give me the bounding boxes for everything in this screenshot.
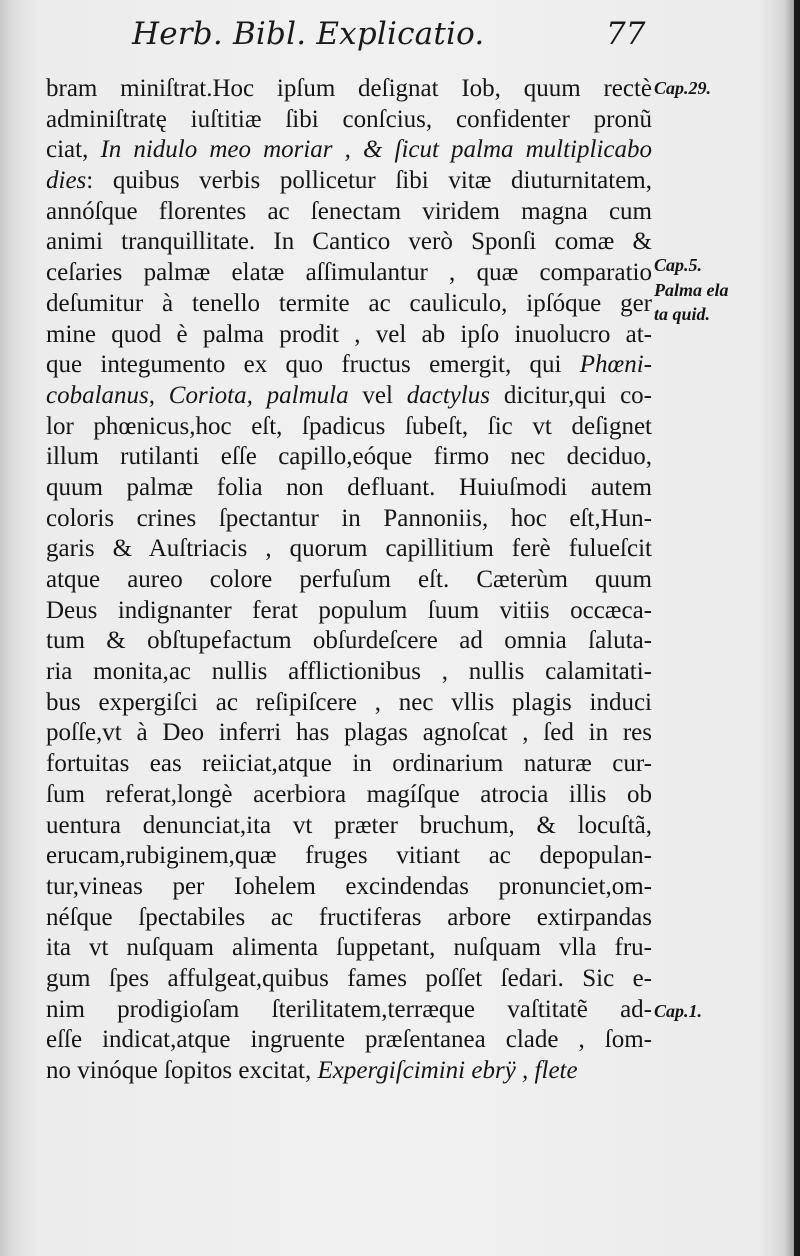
line-text: vel <box>348 381 407 409</box>
margin-notes <box>654 74 784 1174</box>
text-line-33 <box>46 1056 652 1087</box>
text-line-1 <box>46 74 652 105</box>
text-line-25 <box>46 811 652 842</box>
line-text: tum & obſtupefactum obſurdeſcere ad omnia ſaluta- <box>46 627 652 655</box>
page-number: 77 <box>606 16 646 52</box>
line-text: lor phœnicus,hoc eſt, ſpadicus ſubeſt, ſic vt deſignet <box>46 412 652 440</box>
line-text: fortuitas eas reiiciat,atque in ordinarium naturæ cur- <box>46 750 652 778</box>
italic-term: cobalanus, Coriota, palmula <box>46 381 349 409</box>
line-text: nim prodigioſam ſterilitatem,terræque vaſtitatẽ ad- <box>46 995 652 1023</box>
italic-term: dactylus <box>406 381 491 409</box>
text-line-6 <box>46 227 652 258</box>
italic-quote: In nidulo meo moriar , & ſicut palma multiplicabo <box>100 136 652 164</box>
italic-term: Phœni- <box>579 351 652 379</box>
text-line-7 <box>46 258 652 289</box>
line-text: eſſe indicat,atque ingruente præſentanea clade , ſom- <box>46 1026 652 1054</box>
line-text: néſque ſpectabiles ac fructiferas arbore extirpandas <box>46 903 652 931</box>
text-line-19 <box>46 626 652 657</box>
text-line-14 <box>46 473 652 504</box>
margin-note-cap-1: Cap.1. <box>654 1001 703 1021</box>
text-line-8 <box>46 289 652 320</box>
line-text: que integumento ex quo fructus emergit, qui <box>46 351 580 379</box>
text-line-29 <box>46 933 652 964</box>
line-text: ceſaries palmæ elatæ aſſimulantur , quæ comparatio <box>46 259 652 287</box>
margin-note-palma-2: ta quid. <box>654 304 711 324</box>
text-line-32 <box>46 1025 652 1056</box>
text-line-23 <box>46 749 652 780</box>
text-line-26 <box>46 841 652 872</box>
text-line-24 <box>46 780 652 811</box>
line-text: erucam,rubiginem,quæ fruges vitiant ac depopulan- <box>46 842 652 870</box>
line-text: annóſque florentes ac ſenectam viridem magna cum <box>46 197 652 225</box>
line-text: poſſe,vt à Deo inferri has plagas agnoſcat , ſed in res <box>46 719 652 747</box>
line-text: bram miniſtrat.Hoc ipſum deſignat Iob, quum rectè <box>46 75 652 102</box>
line-text: garis & Auſtriacis , quorum capillitium ferè fulueſcit <box>46 535 652 563</box>
text-line-15 <box>46 504 652 535</box>
line-text: animi tranquillitate. In Cantico verò Sponſi comæ & <box>46 228 652 256</box>
text-line-2 <box>46 105 652 136</box>
line-text: no vinóque ſopitos excitat, <box>46 1057 318 1084</box>
line-text: atque aureo colore perfuſum eſt. Cæterùm quum <box>46 566 652 593</box>
italic-quote: Expergiſcimini ebrÿ , flete <box>317 1057 578 1084</box>
line-text: coloris crines ſpectantur in Pannoniis, hoc eſt,Hun- <box>46 504 652 532</box>
text-line-16 <box>46 534 652 565</box>
line-text: Deus indignanter ferat populum ſuum vitiis occæca- <box>46 596 652 624</box>
line-text: ciat, <box>46 136 101 164</box>
running-title: Herb. Bibl. Explicatio. <box>132 16 485 52</box>
text-line-17 <box>46 565 652 596</box>
line-text: ria monita,ac nullis afflictionibus , nullis calamitati- <box>46 658 652 686</box>
line-text: quum palmæ folia non defluant. Huiuſmodi autem <box>46 473 652 501</box>
body-text <box>46 74 652 1087</box>
text-line-27 <box>46 872 652 903</box>
line-text: : quibus verbis pollicetur ſibi vitæ diuturnitatem, <box>86 167 652 195</box>
line-text: tur,vineas per Iohelem excindendas pronunciet,om- <box>46 872 652 900</box>
italic-quote: dies <box>46 167 87 195</box>
line-text: ita vt nuſquam alimenta ſuppetant, nuſquam vlla fru- <box>46 934 652 962</box>
page-header <box>0 16 800 64</box>
text-line-12 <box>46 412 652 443</box>
margin-note-palma-1: Palma ela <box>654 280 729 300</box>
text-line-4 <box>46 166 652 197</box>
text-line-22 <box>46 718 652 749</box>
line-text: bus expergiſci ac reſipiſcere , nec vllis plagis induci <box>46 688 652 716</box>
text-line-30 <box>46 964 652 995</box>
line-text: deſumitur à tenello termite ac cauliculo, ipſóque ger <box>46 289 652 317</box>
text-line-21 <box>46 688 652 719</box>
line-text: gum ſpes affulgeat,quibus fames poſſet ſedari. Sic e- <box>46 964 652 992</box>
line-text: illum rutilanti eſſe capillo,eóque firmo nec deciduo, <box>46 443 652 471</box>
text-line-11 <box>46 381 652 412</box>
text-line-13 <box>46 442 652 473</box>
text-line-31 <box>46 995 652 1026</box>
text-line-10 <box>46 350 652 381</box>
line-text: adminiſtratę iuſtitiæ ſibi conſcius, confidenter pronũ <box>46 105 652 133</box>
text-line-9 <box>46 320 652 351</box>
page-edge-shadow <box>794 0 800 1256</box>
line-text: uentura denunciat,ita vt præter bruchum, & locuſtã, <box>46 811 652 839</box>
text-line-5 <box>46 197 652 228</box>
text-line-3 <box>46 135 652 166</box>
text-line-28 <box>46 903 652 934</box>
text-line-20 <box>46 657 652 688</box>
margin-note-cap-5: Cap.5. <box>654 255 703 275</box>
margin-note-cap-29: Cap.29. <box>654 78 712 98</box>
line-text: mine quod è palma prodit , vel ab ipſo inuolucro at- <box>46 320 652 348</box>
line-text: ſum referat,longè acerbiora magíſque atrocia illis ob <box>46 780 652 808</box>
line-text: dicitur,qui co- <box>490 381 652 409</box>
text-line-18 <box>46 596 652 627</box>
